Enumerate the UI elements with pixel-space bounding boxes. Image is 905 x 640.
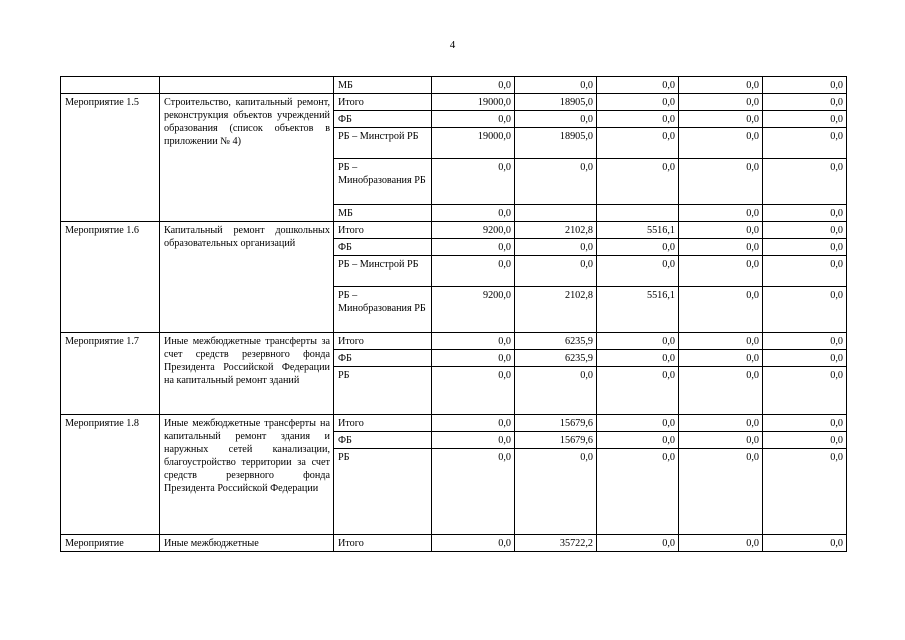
funding-source-cell: РБ – Минстрой РБ: [334, 128, 432, 159]
value-cell: 0,0: [515, 367, 597, 415]
value-cell: 0,0: [679, 222, 763, 239]
value-cell: 0,0: [679, 77, 763, 94]
value-cell: 0,0: [432, 256, 515, 287]
value-cell: 2102,8: [515, 222, 597, 239]
value-cell: 6235,9: [515, 333, 597, 350]
value-cell: 0,0: [597, 333, 679, 350]
measure-cell: Мероприятие 1.8: [61, 415, 160, 535]
value-cell: 19000,0: [432, 128, 515, 159]
table-row: [61, 333, 847, 350]
value-cell: 0,0: [679, 205, 763, 222]
value-cell: 0,0: [679, 535, 763, 552]
value-cell: 0,0: [432, 535, 515, 552]
page-number: 4: [449, 39, 456, 51]
funding-source-cell: ФБ: [334, 350, 432, 367]
measure-cell: [61, 77, 160, 94]
value-cell: 2102,8: [515, 287, 597, 333]
value-cell: 0,0: [432, 111, 515, 128]
description-cell: Капитальный ремонт дошкольных образовательных организаций: [160, 222, 334, 333]
funding-table: [60, 76, 847, 552]
value-cell: 0,0: [679, 239, 763, 256]
measure-cell: Мероприятие 1.7: [61, 333, 160, 415]
description-cell: Иные межбюджетные: [160, 535, 334, 552]
value-cell: 0,0: [597, 159, 679, 205]
value-cell: 0,0: [763, 432, 847, 449]
funding-source-cell: МБ: [334, 205, 432, 222]
value-cell: 0,0: [515, 111, 597, 128]
funding-source-cell: Итого: [334, 415, 432, 432]
value-cell: 0,0: [597, 111, 679, 128]
value-cell: 0,0: [515, 77, 597, 94]
value-cell: 5516,1: [597, 287, 679, 333]
value-cell: 0,0: [515, 256, 597, 287]
value-cell: 19000,0: [432, 94, 515, 111]
value-cell: 0,0: [679, 111, 763, 128]
table-row: [61, 415, 847, 432]
value-cell: 0,0: [763, 350, 847, 367]
value-cell: 0,0: [432, 415, 515, 432]
value-cell: 0,0: [763, 367, 847, 415]
value-cell: 6235,9: [515, 350, 597, 367]
measure-cell: Мероприятие 1.5: [61, 94, 160, 222]
value-cell: 0,0: [597, 367, 679, 415]
funding-source-cell: Итого: [334, 535, 432, 552]
funding-source-cell: РБ – Минобразования РБ: [334, 159, 432, 205]
value-cell: 0,0: [597, 128, 679, 159]
value-cell: 0,0: [515, 159, 597, 205]
description-cell: Строительство, капитальный ремонт, реконструкция объектов учреждений образования (список объектов в приложении № 4): [160, 94, 334, 222]
value-cell: [515, 205, 597, 222]
value-cell: 0,0: [432, 449, 515, 535]
value-cell: 0,0: [679, 159, 763, 205]
value-cell: 0,0: [763, 94, 847, 111]
value-cell: 0,0: [679, 94, 763, 111]
funding-source-cell: РБ: [334, 367, 432, 415]
table-row: [61, 222, 847, 239]
value-cell: 0,0: [679, 350, 763, 367]
value-cell: 0,0: [515, 449, 597, 535]
value-cell: 0,0: [763, 256, 847, 287]
value-cell: 0,0: [432, 239, 515, 256]
value-cell: 0,0: [763, 222, 847, 239]
value-cell: 0,0: [679, 128, 763, 159]
description-cell: Иные межбюджетные трансферты за счет средств резервного фонда Президента Российской Федерации на капитальный ремонт зданий: [160, 333, 334, 415]
value-cell: 18905,0: [515, 128, 597, 159]
value-cell: 0,0: [432, 350, 515, 367]
value-cell: 0,0: [515, 239, 597, 256]
value-cell: 0,0: [597, 256, 679, 287]
funding-source-cell: РБ – Минобразования РБ: [334, 287, 432, 333]
value-cell: 0,0: [432, 432, 515, 449]
funding-source-cell: ФБ: [334, 239, 432, 256]
value-cell: 0,0: [763, 128, 847, 159]
value-cell: 0,0: [679, 432, 763, 449]
value-cell: 0,0: [763, 239, 847, 256]
value-cell: 0,0: [597, 350, 679, 367]
value-cell: 0,0: [597, 432, 679, 449]
funding-source-cell: РБ: [334, 449, 432, 535]
value-cell: 9200,0: [432, 222, 515, 239]
value-cell: 0,0: [597, 77, 679, 94]
value-cell: 0,0: [763, 535, 847, 552]
value-cell: 18905,0: [515, 94, 597, 111]
value-cell: 0,0: [597, 449, 679, 535]
value-cell: 0,0: [597, 535, 679, 552]
value-cell: 0,0: [763, 287, 847, 333]
value-cell: 0,0: [679, 415, 763, 432]
value-cell: 0,0: [763, 77, 847, 94]
funding-source-cell: МБ: [334, 77, 432, 94]
measure-cell: Мероприятие: [61, 535, 160, 552]
table-row: [61, 535, 847, 552]
value-cell: 0,0: [763, 449, 847, 535]
value-cell: 0,0: [763, 333, 847, 350]
value-cell: 5516,1: [597, 222, 679, 239]
measure-cell: Мероприятие 1.6: [61, 222, 160, 333]
value-cell: 0,0: [679, 367, 763, 415]
value-cell: 0,0: [432, 205, 515, 222]
funding-source-cell: Итого: [334, 94, 432, 111]
value-cell: 9200,0: [432, 287, 515, 333]
value-cell: 0,0: [763, 159, 847, 205]
funding-source-cell: РБ – Минстрой РБ: [334, 256, 432, 287]
value-cell: 0,0: [679, 449, 763, 535]
value-cell: 0,0: [763, 111, 847, 128]
value-cell: 0,0: [679, 333, 763, 350]
funding-source-cell: ФБ: [334, 111, 432, 128]
funding-source-cell: Итого: [334, 333, 432, 350]
value-cell: 0,0: [763, 415, 847, 432]
value-cell: 15679,6: [515, 415, 597, 432]
value-cell: 0,0: [432, 333, 515, 350]
value-cell: 0,0: [679, 287, 763, 333]
value-cell: 35722,2: [515, 535, 597, 552]
description-cell: [160, 77, 334, 94]
value-cell: 0,0: [597, 94, 679, 111]
description-cell: Иные межбюджетные трансферты на капитальный ремонт здания и наружных сетей канализации, благоустройство территории за счет средств резервного фонда Президента Российской Федерации: [160, 415, 334, 535]
value-cell: [597, 205, 679, 222]
value-cell: 0,0: [597, 239, 679, 256]
value-cell: 0,0: [597, 415, 679, 432]
value-cell: 0,0: [679, 256, 763, 287]
value-cell: 0,0: [763, 205, 847, 222]
funding-source-cell: ФБ: [334, 432, 432, 449]
table-row: [61, 94, 847, 111]
value-cell: 0,0: [432, 367, 515, 415]
value-cell: 15679,6: [515, 432, 597, 449]
value-cell: 0,0: [432, 77, 515, 94]
funding-source-cell: Итого: [334, 222, 432, 239]
table-row: [61, 77, 847, 94]
value-cell: 0,0: [432, 159, 515, 205]
